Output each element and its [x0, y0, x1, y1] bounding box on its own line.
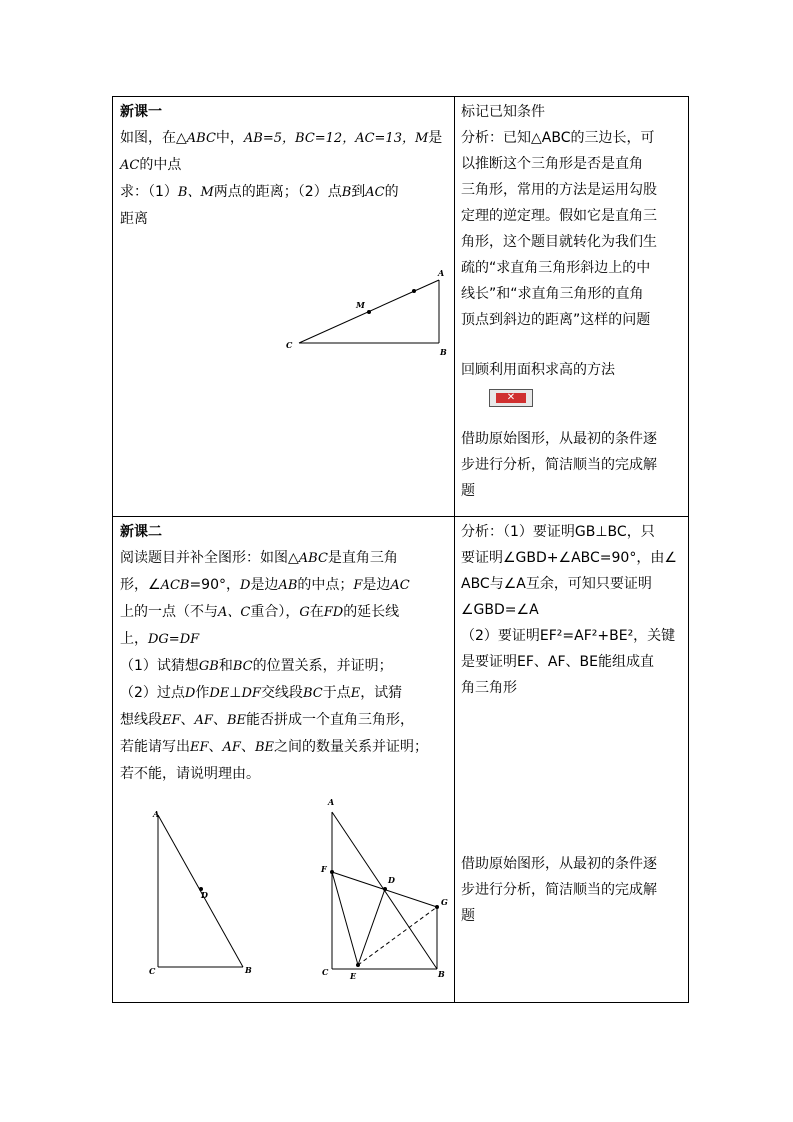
analysis1-line11: 借助原始图形，从最初的条件逐 [461, 431, 657, 447]
fig2b-label-d: D [388, 875, 395, 885]
column-divider [454, 97, 455, 1002]
lesson2-line2: 形，∠ACB=90°，D是边AB的中点；F是边AC [120, 577, 410, 593]
fig2b-label-a: A [328, 797, 335, 807]
lesson2-line6: （2）过点D作DE⊥DF交线段BC于点E，试猜 [120, 685, 403, 701]
analysis1-line3: 以推断这个三角形是否是直角 [461, 156, 643, 172]
lesson-table [112, 96, 689, 1003]
fig2b-label-f: F [321, 864, 327, 874]
lesson2-title: 新课二 [120, 524, 162, 540]
triangle-figure-2b [313, 797, 453, 982]
analysis2-line6: 是要证明EF、AF、BE能组成直 [461, 654, 654, 670]
analysis1-line12: 步进行分析，简洁顺当的完成解 [461, 457, 657, 473]
fig1-label-a: A [438, 268, 445, 278]
fig2a-label-a: A [153, 809, 160, 819]
analysis2-line3: ABC与∠A互余，可知只要证明 [461, 576, 652, 592]
lesson1-line4: 距离 [120, 211, 148, 227]
analysis2-line9: 步进行分析，简洁顺当的完成解 [461, 882, 657, 898]
lesson1-line1: 如图，在△ABC中，AB=5，BC=12，AC=13，M是 [120, 130, 443, 146]
analysis2-line5: （2）要证明EF²=AF²+BE²，关键 [461, 628, 676, 644]
lesson2-line5: （1）试猜想GB和BC的位置关系，并证明； [120, 658, 393, 674]
analysis2-line2: 要证明∠GBD+∠ABC=90°，由∠ [461, 550, 677, 566]
analysis1-line13: 题 [461, 483, 475, 499]
analysis1-line1: 标记已知条件 [461, 104, 545, 120]
analysis1-line7: 疏的“求直角三角形斜边上的中 [461, 260, 651, 276]
lesson1-line3: 求：（1）B、M两点的距离；（2）点B到AC的 [120, 184, 399, 200]
fig2b-label-c: C [322, 967, 329, 977]
broken-link-button[interactable] [489, 389, 533, 407]
lesson2-line4: 上，DG=DF [120, 631, 200, 647]
lesson1-analysis-cell [461, 99, 686, 504]
fig1-label-m: M [356, 300, 365, 310]
row-divider [113, 516, 688, 517]
analysis1-line6: 角形，这个题目就转化为我们生 [461, 234, 657, 250]
lesson2-line7: 想线段EF、AF、BE能否拼成一个直角三角形， [120, 712, 414, 728]
lesson2-problem-cell [120, 519, 450, 787]
lesson2-line9: 若不能，请说明理由。 [120, 766, 260, 782]
lesson1-title: 新课一 [120, 104, 162, 120]
lesson1-line2: AC的中点 [120, 157, 182, 173]
lesson2-line1: 阅读题目并补全图形：如图△ABC是直角三角 [120, 550, 398, 566]
analysis2-line1: 分析：（1）要证明GB⊥BC，只 [461, 524, 655, 540]
fig1-label-c: C [286, 340, 293, 350]
lesson2-analysis-cell [461, 519, 686, 929]
lesson1-problem-cell [120, 99, 450, 232]
lesson2-line3: 上的一点（不与A、C重合），G在FD的延长线 [120, 604, 400, 620]
analysis1-line5: 定理的逆定理。假如它是直角三 [461, 208, 657, 224]
analysis2-line7: 角三角形 [461, 680, 517, 696]
analysis1-line8: 线长”和“求直角三角形的直角 [461, 286, 644, 302]
triangle-figure-2a [143, 805, 253, 977]
analysis2-line10: 题 [461, 908, 475, 924]
triangle-figure-1 [283, 267, 453, 357]
fig1-label-b: B [440, 347, 447, 357]
analysis2-line8: 借助原始图形，从最初的条件逐 [461, 856, 657, 872]
fig2b-label-g: G [441, 897, 448, 907]
fig2b-label-e: E [350, 971, 357, 981]
analysis1-line10: 回顾利用面积求高的方法 [461, 362, 615, 378]
lesson2-line8: 若能请写出EF、AF、BE之间的数量关系并证明； [120, 739, 428, 755]
fig2b-label-b: B [438, 969, 445, 979]
fig2a-label-c: C [149, 966, 156, 976]
analysis1-line2: 分析：已知△ABC的三边长，可 [461, 130, 655, 146]
analysis1-line4: 三角形，常用的方法是运用勾股 [461, 182, 657, 198]
fig2a-label-d: D [201, 890, 208, 900]
fig2a-label-b: B [245, 965, 252, 975]
analysis2-line4: ∠GBD=∠A [461, 602, 539, 618]
analysis1-line9: 顶点到斜边的距离”这样的问题 [461, 312, 651, 328]
close-icon: ✕ [496, 393, 526, 403]
